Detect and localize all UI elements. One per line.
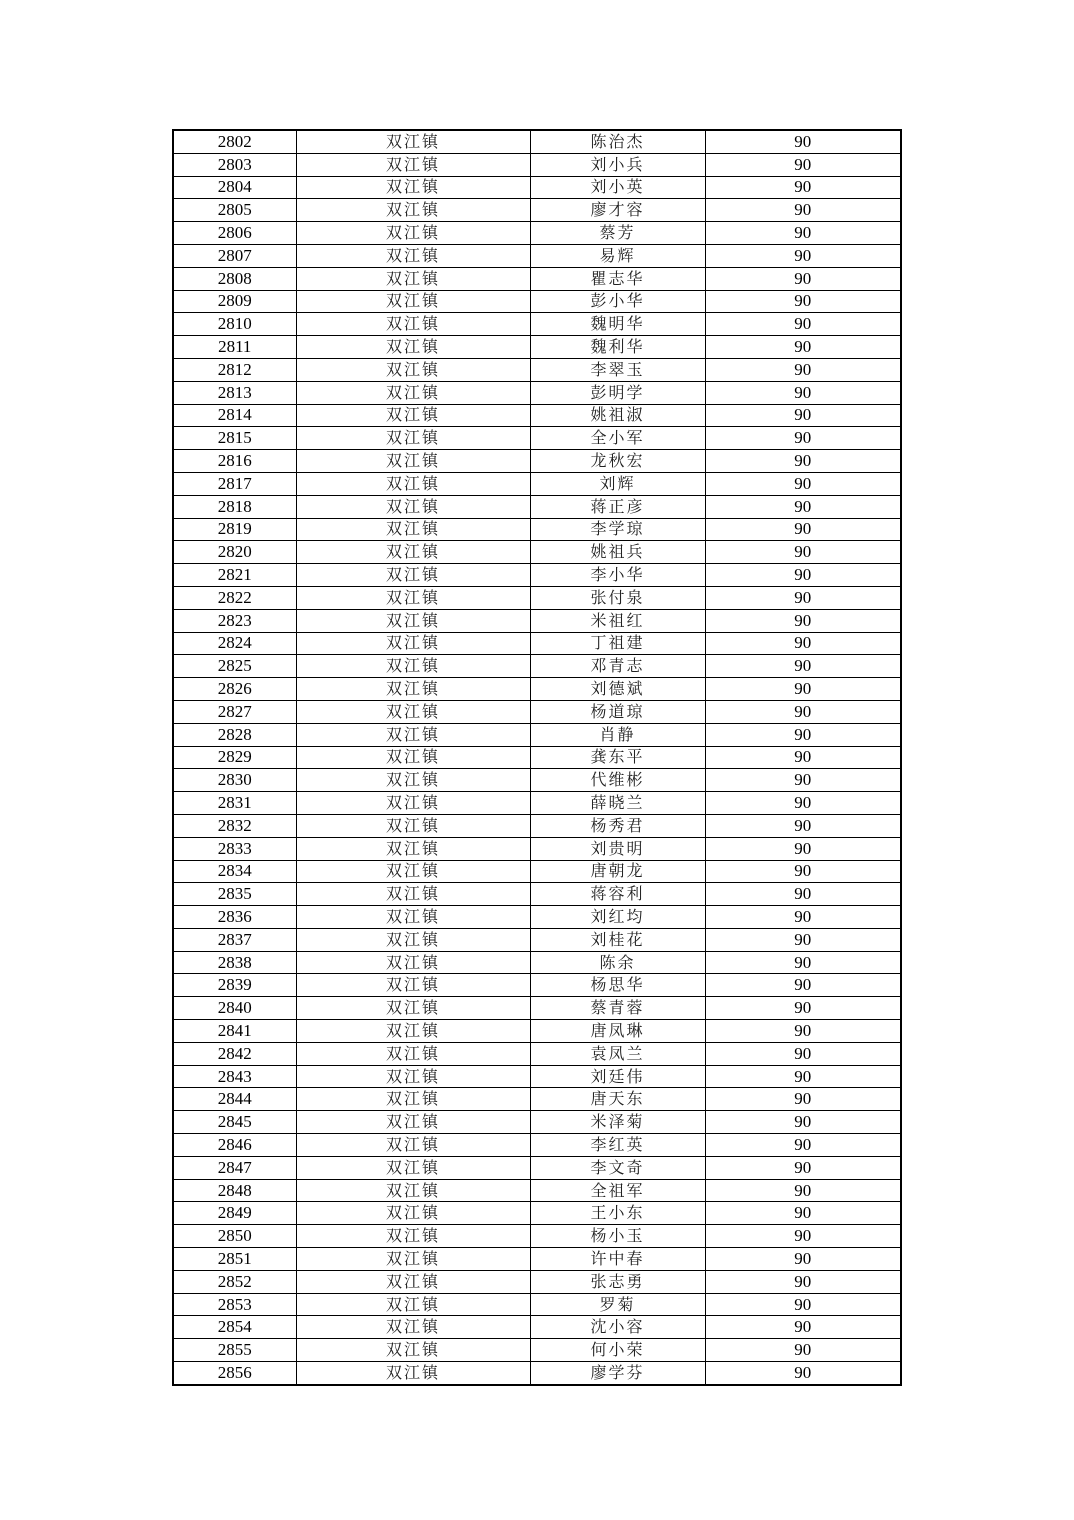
serial-number-cell: 2818: [173, 495, 296, 518]
table-row: [173, 837, 901, 860]
amount-cell: 90: [705, 997, 901, 1020]
serial-number-cell: 2843: [173, 1065, 296, 1088]
table-row: [173, 1362, 901, 1385]
amount-cell: 90: [705, 404, 901, 427]
town-cell: 双江镇: [296, 1316, 530, 1339]
table-row: [173, 951, 901, 974]
town-cell: 双江镇: [296, 632, 530, 655]
amount-cell: 90: [705, 518, 901, 541]
serial-number-cell: 2808: [173, 267, 296, 290]
town-cell: 双江镇: [296, 1134, 530, 1157]
person-name-cell: 魏利华: [530, 336, 705, 359]
table-row: [173, 381, 901, 404]
town-cell: 双江镇: [296, 541, 530, 564]
table-row: [173, 974, 901, 997]
town-cell: 双江镇: [296, 244, 530, 267]
serial-number-cell: 2809: [173, 290, 296, 313]
table-row: [173, 655, 901, 678]
table-row: [173, 1134, 901, 1157]
person-name-cell: 刘红均: [530, 906, 705, 929]
town-cell: 双江镇: [296, 222, 530, 245]
amount-cell: 90: [705, 564, 901, 587]
serial-number-cell: 2804: [173, 176, 296, 199]
town-cell: 双江镇: [296, 450, 530, 473]
amount-cell: 90: [705, 176, 901, 199]
serial-number-cell: 2856: [173, 1362, 296, 1385]
table-row: [173, 1202, 901, 1225]
table-row: [173, 814, 901, 837]
town-cell: 双江镇: [296, 1020, 530, 1043]
amount-cell: 90: [705, 632, 901, 655]
table-row: [173, 609, 901, 632]
serial-number-cell: 2845: [173, 1111, 296, 1134]
amount-cell: 90: [705, 1179, 901, 1202]
person-name-cell: 全小军: [530, 427, 705, 450]
amount-cell: 90: [705, 769, 901, 792]
amount-cell: 90: [705, 609, 901, 632]
serial-number-cell: 2832: [173, 814, 296, 837]
town-cell: 双江镇: [296, 290, 530, 313]
amount-cell: 90: [705, 472, 901, 495]
person-name-cell: 刘辉: [530, 472, 705, 495]
person-name-cell: 张付泉: [530, 586, 705, 609]
amount-cell: 90: [705, 244, 901, 267]
table-row: [173, 153, 901, 176]
town-cell: 双江镇: [296, 199, 530, 222]
amount-cell: 90: [705, 860, 901, 883]
serial-number-cell: 2812: [173, 358, 296, 381]
table-row: [173, 1179, 901, 1202]
person-name-cell: 李文奇: [530, 1156, 705, 1179]
serial-number-cell: 2823: [173, 609, 296, 632]
table-row: [173, 792, 901, 815]
amount-cell: 90: [705, 1020, 901, 1043]
person-name-cell: 李红英: [530, 1134, 705, 1157]
town-cell: 双江镇: [296, 700, 530, 723]
person-name-cell: 米泽菊: [530, 1111, 705, 1134]
serial-number-cell: 2829: [173, 746, 296, 769]
serial-number-cell: 2837: [173, 928, 296, 951]
town-cell: 双江镇: [296, 723, 530, 746]
table-row: [173, 1111, 901, 1134]
town-cell: 双江镇: [296, 404, 530, 427]
town-cell: 双江镇: [296, 1362, 530, 1385]
table-row: [173, 1020, 901, 1043]
person-name-cell: 瞿志华: [530, 267, 705, 290]
table-row: [173, 358, 901, 381]
town-cell: 双江镇: [296, 427, 530, 450]
town-cell: 双江镇: [296, 176, 530, 199]
amount-cell: 90: [705, 746, 901, 769]
town-cell: 双江镇: [296, 1225, 530, 1248]
table-row: [173, 906, 901, 929]
serial-number-cell: 2839: [173, 974, 296, 997]
town-cell: 双江镇: [296, 1065, 530, 1088]
person-name-cell: 刘贵明: [530, 837, 705, 860]
serial-number-cell: 2817: [173, 472, 296, 495]
serial-number-cell: 2819: [173, 518, 296, 541]
table-row: [173, 518, 901, 541]
person-name-cell: 陈余: [530, 951, 705, 974]
serial-number-cell: 2824: [173, 632, 296, 655]
town-cell: 双江镇: [296, 495, 530, 518]
town-cell: 双江镇: [296, 381, 530, 404]
serial-number-cell: 2854: [173, 1316, 296, 1339]
town-cell: 双江镇: [296, 974, 530, 997]
person-name-cell: 唐朝龙: [530, 860, 705, 883]
amount-cell: 90: [705, 1270, 901, 1293]
serial-number-cell: 2822: [173, 586, 296, 609]
person-name-cell: 蒋容利: [530, 883, 705, 906]
amount-cell: 90: [705, 130, 901, 153]
person-name-cell: 代维彬: [530, 769, 705, 792]
person-name-cell: 何小荣: [530, 1339, 705, 1362]
table-row: [173, 883, 901, 906]
amount-cell: 90: [705, 792, 901, 815]
person-name-cell: 刘德斌: [530, 678, 705, 701]
town-cell: 双江镇: [296, 586, 530, 609]
serial-number-cell: 2806: [173, 222, 296, 245]
serial-number-cell: 2803: [173, 153, 296, 176]
town-cell: 双江镇: [296, 609, 530, 632]
roster-table-body: [173, 130, 901, 1385]
amount-cell: 90: [705, 1088, 901, 1111]
person-name-cell: 龙秋宏: [530, 450, 705, 473]
person-name-cell: 易辉: [530, 244, 705, 267]
serial-number-cell: 2821: [173, 564, 296, 587]
person-name-cell: 张志勇: [530, 1270, 705, 1293]
amount-cell: 90: [705, 1316, 901, 1339]
table-row: [173, 1293, 901, 1316]
town-cell: 双江镇: [296, 951, 530, 974]
town-cell: 双江镇: [296, 1339, 530, 1362]
serial-number-cell: 2826: [173, 678, 296, 701]
person-name-cell: 沈小容: [530, 1316, 705, 1339]
serial-number-cell: 2814: [173, 404, 296, 427]
table-row: [173, 290, 901, 313]
amount-cell: 90: [705, 883, 901, 906]
town-cell: 双江镇: [296, 814, 530, 837]
person-name-cell: 王小东: [530, 1202, 705, 1225]
person-name-cell: 丁祖建: [530, 632, 705, 655]
amount-cell: 90: [705, 1134, 901, 1157]
amount-cell: 90: [705, 336, 901, 359]
town-cell: 双江镇: [296, 928, 530, 951]
table-row: [173, 495, 901, 518]
table-row: [173, 928, 901, 951]
table-row: [173, 586, 901, 609]
town-cell: 双江镇: [296, 313, 530, 336]
person-name-cell: 彭明学: [530, 381, 705, 404]
table-row: [173, 222, 901, 245]
person-name-cell: 姚祖兵: [530, 541, 705, 564]
serial-number-cell: 2848: [173, 1179, 296, 1202]
person-name-cell: 米祖红: [530, 609, 705, 632]
table-row: [173, 1065, 901, 1088]
table-row: [173, 564, 901, 587]
person-name-cell: 魏明华: [530, 313, 705, 336]
town-cell: 双江镇: [296, 1270, 530, 1293]
amount-cell: 90: [705, 1042, 901, 1065]
amount-cell: 90: [705, 1156, 901, 1179]
table-row: [173, 1339, 901, 1362]
person-name-cell: 廖学芬: [530, 1362, 705, 1385]
amount-cell: 90: [705, 837, 901, 860]
serial-number-cell: 2835: [173, 883, 296, 906]
serial-number-cell: 2853: [173, 1293, 296, 1316]
person-name-cell: 姚祖淑: [530, 404, 705, 427]
serial-number-cell: 2805: [173, 199, 296, 222]
town-cell: 双江镇: [296, 678, 530, 701]
person-name-cell: 蒋正彦: [530, 495, 705, 518]
serial-number-cell: 2838: [173, 951, 296, 974]
table-row: [173, 723, 901, 746]
table-row: [173, 1088, 901, 1111]
table-row: [173, 769, 901, 792]
serial-number-cell: 2811: [173, 336, 296, 359]
table-row: [173, 541, 901, 564]
person-name-cell: 陈治杰: [530, 130, 705, 153]
table-row: [173, 678, 901, 701]
person-name-cell: 李小华: [530, 564, 705, 587]
serial-number-cell: 2834: [173, 860, 296, 883]
amount-cell: 90: [705, 222, 901, 245]
amount-cell: 90: [705, 700, 901, 723]
table-row: [173, 1042, 901, 1065]
serial-number-cell: 2841: [173, 1020, 296, 1043]
town-cell: 双江镇: [296, 267, 530, 290]
person-name-cell: 廖才容: [530, 199, 705, 222]
serial-number-cell: 2827: [173, 700, 296, 723]
table-row: [173, 860, 901, 883]
amount-cell: 90: [705, 974, 901, 997]
town-cell: 双江镇: [296, 1248, 530, 1271]
table-row: [173, 632, 901, 655]
person-name-cell: 杨思华: [530, 974, 705, 997]
town-cell: 双江镇: [296, 1088, 530, 1111]
person-name-cell: 彭小华: [530, 290, 705, 313]
person-name-cell: 李翠玉: [530, 358, 705, 381]
amount-cell: 90: [705, 290, 901, 313]
amount-cell: 90: [705, 450, 901, 473]
table-row: [173, 176, 901, 199]
amount-cell: 90: [705, 313, 901, 336]
table-row: [173, 1316, 901, 1339]
serial-number-cell: 2831: [173, 792, 296, 815]
town-cell: 双江镇: [296, 1111, 530, 1134]
table-row: [173, 997, 901, 1020]
person-name-cell: 刘桂花: [530, 928, 705, 951]
table-row: [173, 313, 901, 336]
serial-number-cell: 2810: [173, 313, 296, 336]
table-row: [173, 404, 901, 427]
table-row: [173, 700, 901, 723]
town-cell: 双江镇: [296, 130, 530, 153]
table-row: [173, 427, 901, 450]
person-name-cell: 薛晓兰: [530, 792, 705, 815]
serial-number-cell: 2847: [173, 1156, 296, 1179]
town-cell: 双江镇: [296, 336, 530, 359]
amount-cell: 90: [705, 723, 901, 746]
serial-number-cell: 2852: [173, 1270, 296, 1293]
serial-number-cell: 2840: [173, 997, 296, 1020]
serial-number-cell: 2828: [173, 723, 296, 746]
person-name-cell: 蔡芳: [530, 222, 705, 245]
serial-number-cell: 2820: [173, 541, 296, 564]
amount-cell: 90: [705, 541, 901, 564]
person-name-cell: 唐凤琳: [530, 1020, 705, 1043]
town-cell: 双江镇: [296, 153, 530, 176]
person-name-cell: 李学琼: [530, 518, 705, 541]
town-cell: 双江镇: [296, 518, 530, 541]
person-name-cell: 肖静: [530, 723, 705, 746]
table-row: [173, 450, 901, 473]
town-cell: 双江镇: [296, 997, 530, 1020]
amount-cell: 90: [705, 1293, 901, 1316]
serial-number-cell: 2849: [173, 1202, 296, 1225]
person-name-cell: 全祖军: [530, 1179, 705, 1202]
person-name-cell: 唐天东: [530, 1088, 705, 1111]
town-cell: 双江镇: [296, 1156, 530, 1179]
amount-cell: 90: [705, 495, 901, 518]
table-row: [173, 336, 901, 359]
person-name-cell: 许中春: [530, 1248, 705, 1271]
table-row: [173, 1156, 901, 1179]
town-cell: 双江镇: [296, 837, 530, 860]
person-name-cell: 杨小玉: [530, 1225, 705, 1248]
table-row: [173, 1270, 901, 1293]
table-row: [173, 130, 901, 153]
person-name-cell: 罗菊: [530, 1293, 705, 1316]
town-cell: 双江镇: [296, 746, 530, 769]
town-cell: 双江镇: [296, 906, 530, 929]
person-name-cell: 刘廷伟: [530, 1065, 705, 1088]
person-name-cell: 龚东平: [530, 746, 705, 769]
amount-cell: 90: [705, 655, 901, 678]
roster-table: [172, 129, 902, 1386]
amount-cell: 90: [705, 814, 901, 837]
table-row: [173, 199, 901, 222]
serial-number-cell: 2846: [173, 1134, 296, 1157]
amount-cell: 90: [705, 1225, 901, 1248]
table-row: [173, 1225, 901, 1248]
amount-cell: 90: [705, 381, 901, 404]
amount-cell: 90: [705, 1362, 901, 1385]
serial-number-cell: 2855: [173, 1339, 296, 1362]
town-cell: 双江镇: [296, 1042, 530, 1065]
table-row: [173, 267, 901, 290]
person-name-cell: 刘小英: [530, 176, 705, 199]
town-cell: 双江镇: [296, 769, 530, 792]
table-row: [173, 472, 901, 495]
amount-cell: 90: [705, 1339, 901, 1362]
table-row: [173, 746, 901, 769]
amount-cell: 90: [705, 267, 901, 290]
town-cell: 双江镇: [296, 1202, 530, 1225]
amount-cell: 90: [705, 928, 901, 951]
serial-number-cell: 2807: [173, 244, 296, 267]
amount-cell: 90: [705, 1248, 901, 1271]
serial-number-cell: 2813: [173, 381, 296, 404]
amount-cell: 90: [705, 358, 901, 381]
town-cell: 双江镇: [296, 860, 530, 883]
town-cell: 双江镇: [296, 792, 530, 815]
serial-number-cell: 2842: [173, 1042, 296, 1065]
amount-cell: 90: [705, 906, 901, 929]
serial-number-cell: 2851: [173, 1248, 296, 1271]
town-cell: 双江镇: [296, 1179, 530, 1202]
amount-cell: 90: [705, 586, 901, 609]
person-name-cell: 蔡青蓉: [530, 997, 705, 1020]
amount-cell: 90: [705, 199, 901, 222]
person-name-cell: 袁凤兰: [530, 1042, 705, 1065]
person-name-cell: 杨秀君: [530, 814, 705, 837]
person-name-cell: 邓青志: [530, 655, 705, 678]
amount-cell: 90: [705, 1202, 901, 1225]
serial-number-cell: 2833: [173, 837, 296, 860]
town-cell: 双江镇: [296, 1293, 530, 1316]
serial-number-cell: 2802: [173, 130, 296, 153]
table-row: [173, 1248, 901, 1271]
amount-cell: 90: [705, 153, 901, 176]
amount-cell: 90: [705, 427, 901, 450]
town-cell: 双江镇: [296, 564, 530, 587]
town-cell: 双江镇: [296, 883, 530, 906]
person-name-cell: 刘小兵: [530, 153, 705, 176]
serial-number-cell: 2830: [173, 769, 296, 792]
serial-number-cell: 2850: [173, 1225, 296, 1248]
town-cell: 双江镇: [296, 472, 530, 495]
amount-cell: 90: [705, 1065, 901, 1088]
town-cell: 双江镇: [296, 655, 530, 678]
serial-number-cell: 2815: [173, 427, 296, 450]
amount-cell: 90: [705, 678, 901, 701]
amount-cell: 90: [705, 1111, 901, 1134]
amount-cell: 90: [705, 951, 901, 974]
serial-number-cell: 2816: [173, 450, 296, 473]
person-name-cell: 杨道琼: [530, 700, 705, 723]
table-row: [173, 244, 901, 267]
town-cell: 双江镇: [296, 358, 530, 381]
serial-number-cell: 2844: [173, 1088, 296, 1111]
serial-number-cell: 2825: [173, 655, 296, 678]
serial-number-cell: 2836: [173, 906, 296, 929]
